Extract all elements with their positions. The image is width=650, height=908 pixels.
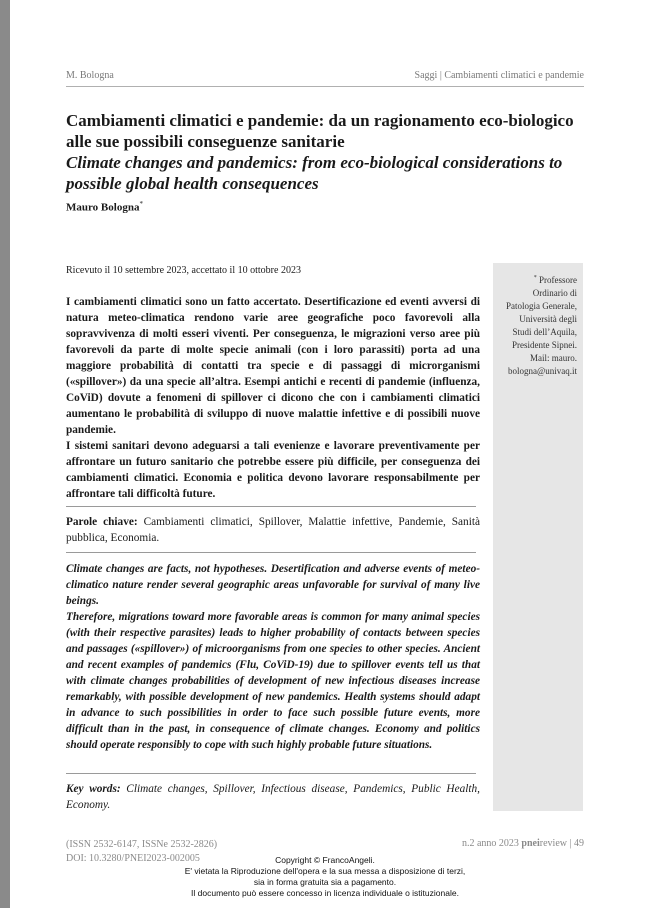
abstract-english-paragraph: Therefore, migrations toward more favorable areas is common for many animal species (with their respective parasites) leads to higher probability of contacts between species and passages («spillover») of microorganisms from one species to other species. Ancient and recent examples of pandemics (Flu, CoViD-19) due to spillover events tell us that with climate changes probabilities of development of new infectious diseases increase remarkably, with possible development of new pandemics. Health systems should adapt in advance to such possibilities in order to face such possible future events, more difficult than in the past, in consequence of climate changes. Economy and politics should operate responsibly to cope with such highly probable future situations. — [66, 611, 480, 751]
copyright-notice — [0, 855, 650, 899]
page-number: 49 — [574, 838, 584, 849]
section-divider — [66, 506, 476, 507]
header-divider — [66, 86, 584, 87]
affiliation-line: Professore — [539, 275, 577, 285]
affiliation-text — [493, 263, 583, 378]
abstract-italian-paragraph: I sistemi sanitari devono adeguarsi a tali evenienze e lavorare preventivamente per affrontare un futuro sanitario che potrebbe essere più difficile, per conseguenza dei cambiamenti climatici. Economia e politica devono lavorare responsabilmente per affrontare tali difficoltà future. — [66, 440, 480, 500]
affiliation-line: Università degli — [519, 314, 577, 324]
running-head-author: M. Bologna — [66, 70, 114, 81]
section-divider — [66, 773, 476, 774]
journal-name-rest: review — [539, 838, 567, 849]
keywords-italian-label: Parole chiave: — [66, 516, 138, 528]
affiliation-line: Patologia Generale, — [506, 301, 577, 311]
section-divider — [66, 552, 476, 553]
abstract-english — [66, 561, 480, 753]
received-dates: Ricevuto il 10 settembre 2023, accettato il 10 ottobre 2023 — [66, 265, 301, 276]
issue-number: n.2 anno 2023 — [461, 838, 519, 849]
keywords-english — [66, 781, 480, 813]
affiliation-marker: * — [533, 275, 537, 281]
author-line — [66, 200, 143, 214]
copyright-line: Il documento può essere concesso in licenza individuale o istituzionale. — [191, 888, 459, 898]
abstract-english-paragraph: Climate changes are facts, not hypotheses. Desertification and adverse events of meteo-climatico nature render several geographic areas unfavorable for survival of many live beings. — [66, 563, 480, 607]
page-edge-bar — [0, 0, 10, 908]
page-separator: | — [569, 838, 572, 849]
journal-name-bold: pnei — [521, 838, 540, 849]
copyright-line: Copyright © FrancoAngeli. — [275, 855, 375, 865]
issn-line: (ISSN 2532-6147, ISSNe 2532-2826) — [66, 839, 218, 850]
abstract-italian-paragraph: I cambiamenti climatici sono un fatto accertato. Desertificazione ed eventi avversi di natura meteo-climatica rendono varie aree geografiche poco favorevoli alla sopravvivenza di molti esseri viventi. Per conseguenza, le migrazioni verso aree più favorevoli da parte di molte specie animali (con i loro parassiti) porta ad una maggiore probabilità di contatti tra specie e di passaggi di microrganismi («spillover») da una specie all’altra. Esempi antichi e recenti di pandemie (influenza, CoViD) dovute a fenomeni di spillover ci dicono che con i cambiamenti climatici aumentano le probabilità di sviluppo di nuove malattie infettive e di possibili nuove pandemie. — [66, 296, 480, 436]
affiliation-line: Mail: mauro. — [530, 353, 577, 363]
copyright-line: sia in forma gratuita sia a pagamento. — [253, 877, 397, 887]
doi-line: DOI: 10.3280/PNEI2023-002005 — [66, 853, 200, 864]
affiliation-email: bologna@univaq.it — [507, 366, 577, 376]
affiliation-line: Studi dell’Aquila, — [512, 327, 577, 337]
article-title-english: Climate changes and pandemics: from eco-biological considerations to possible global health consequences — [66, 153, 563, 193]
abstract-italian — [66, 294, 480, 502]
keywords-english-text: Climate changes, Spillover, Infectious disease, Pandemics, Public Health, Economy. — [66, 783, 480, 811]
keywords-italian — [66, 514, 480, 546]
keywords-italian-text: Cambiamenti climatici, Spillover, Malattie infettive, Pandemie, Sanità pubblica, Economia. — [66, 516, 480, 544]
author-note-marker: * — [139, 200, 143, 208]
running-head — [66, 70, 584, 81]
footer-page-info — [448, 838, 584, 849]
article-title-italian: Cambiamenti climatici e pandemie: da un ragionamento eco-biologico alle sue possibili conseguenze sanitarie — [66, 111, 574, 151]
author-affiliation-box — [493, 263, 583, 811]
running-head-section: Saggi | Cambiamenti climatici e pandemie — [414, 70, 584, 81]
affiliation-line: Presidente Sipnei. — [512, 340, 577, 350]
keywords-english-label: Key words: — [66, 783, 121, 795]
affiliation-line: Ordinario di — [532, 288, 577, 298]
author-name: Mauro Bologna — [66, 201, 140, 214]
copyright-line: E' vietata la Riproduzione dell'opera e la sua messa a disposizione di terzi, — [184, 866, 466, 876]
